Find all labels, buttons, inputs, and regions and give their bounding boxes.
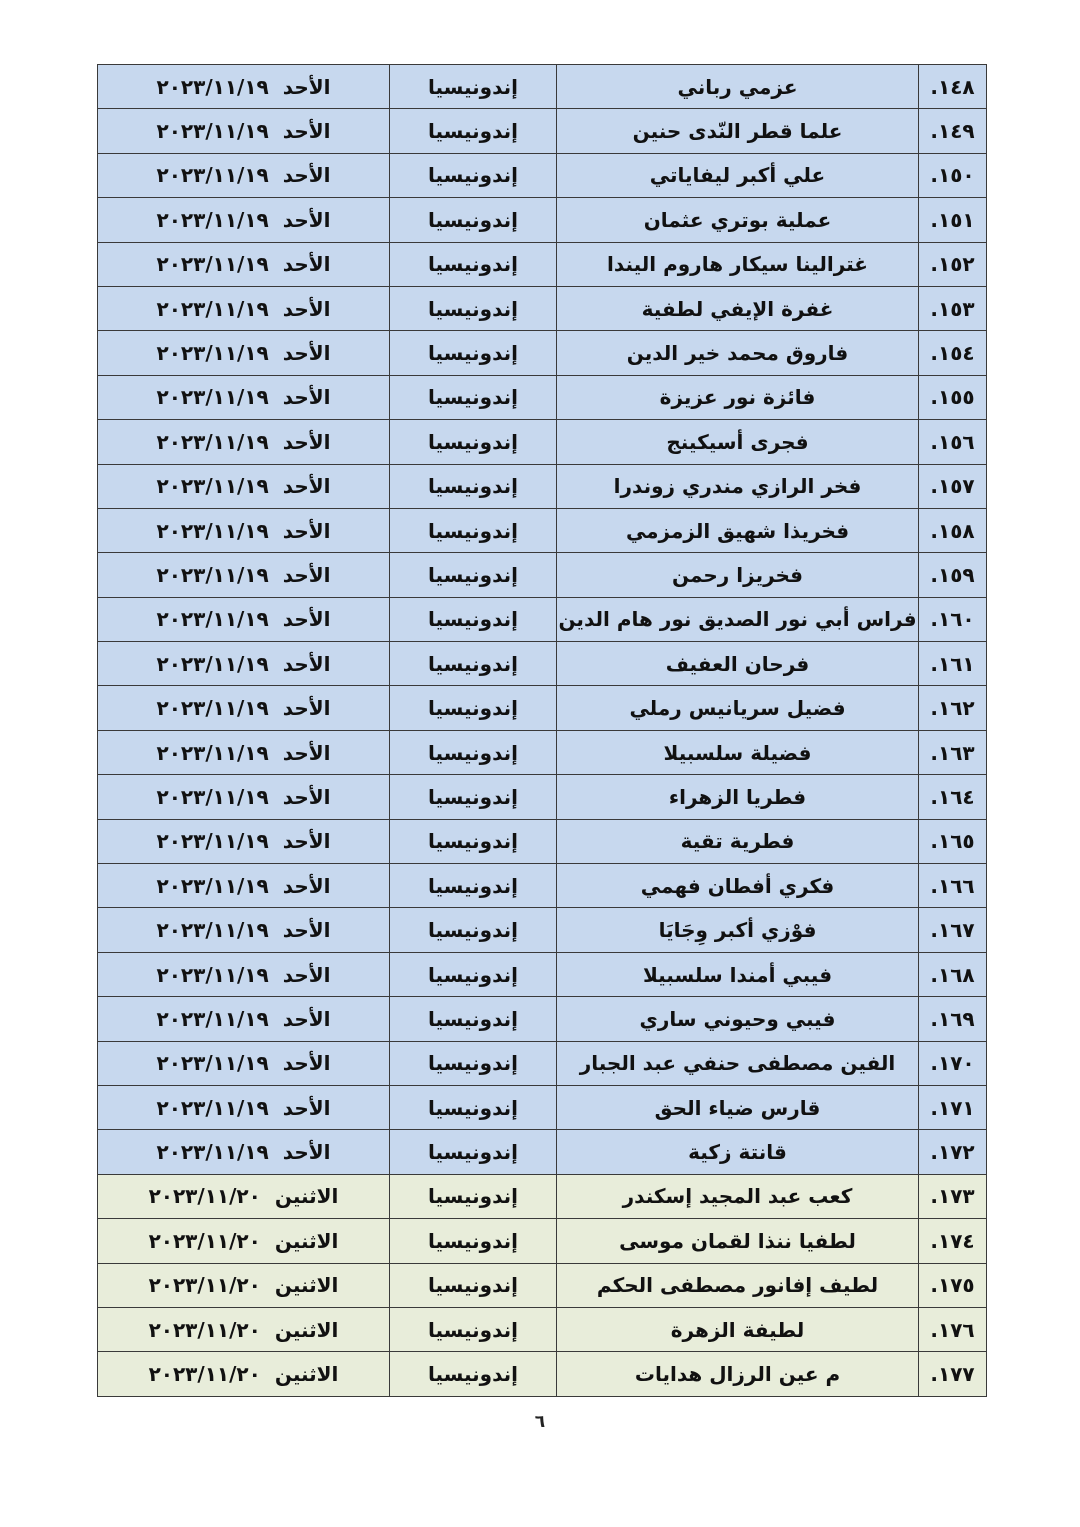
participant-name: فطرية تقية xyxy=(557,819,919,863)
day-name: الأحد xyxy=(282,518,331,543)
country: إندونيسيا xyxy=(390,1041,557,1085)
row-number: ١٦٢. xyxy=(919,686,987,730)
row-number: ١٥٣. xyxy=(919,286,987,330)
participant-name: عملية بوتري عثمان xyxy=(557,198,919,242)
date: ٢٠٢٣/١١/١٩ xyxy=(156,119,269,144)
participant-name: فجرى أسيكينج xyxy=(557,420,919,464)
day-name: الاثنين xyxy=(274,1317,339,1342)
row-number: ١٦٨. xyxy=(919,952,987,996)
day-name: الاثنين xyxy=(274,1228,339,1253)
day-name: الأحد xyxy=(282,252,331,277)
country: إندونيسيا xyxy=(390,952,557,996)
schedule-cell xyxy=(98,686,390,730)
day-name: الأحد xyxy=(282,696,331,721)
country: إندونيسيا xyxy=(390,864,557,908)
row-number: ١٥٨. xyxy=(919,508,987,552)
table-row xyxy=(98,864,987,908)
participant-name: الفين مصطفى حنفي عبد الجبار xyxy=(557,1041,919,1085)
date: ٢٠٢٣/١١/١٩ xyxy=(156,918,269,943)
date: ٢٠٢٣/١١/١٩ xyxy=(156,829,269,854)
schedule-cell xyxy=(98,1130,390,1174)
date: ٢٠٢٣/١١/١٩ xyxy=(156,429,269,454)
country: إندونيسيا xyxy=(390,775,557,819)
date: ٢٠٢٣/١١/١٩ xyxy=(156,518,269,543)
row-number: ١٦٩. xyxy=(919,997,987,1041)
date: ٢٠٢٣/١١/٢٠ xyxy=(148,1273,261,1298)
country: إندونيسيا xyxy=(390,642,557,686)
table-row xyxy=(98,286,987,330)
day-name: الأحد xyxy=(282,119,331,144)
schedule-cell xyxy=(98,331,390,375)
date: ٢٠٢٣/١١/١٩ xyxy=(156,1006,269,1031)
participant-name: فخر الرازي مندري زوندرا xyxy=(557,464,919,508)
day-name: الأحد xyxy=(282,341,331,366)
country: إندونيسيا xyxy=(390,1174,557,1218)
participant-name: قانتة زكية xyxy=(557,1130,919,1174)
date: ٢٠٢٣/١١/١٩ xyxy=(156,1095,269,1120)
date: ٢٠٢٣/١١/٢٠ xyxy=(148,1184,261,1209)
table-row xyxy=(98,464,987,508)
table-row xyxy=(98,553,987,597)
day-name: الأحد xyxy=(282,207,331,232)
country: إندونيسيا xyxy=(390,464,557,508)
day-name: الاثنين xyxy=(274,1184,339,1209)
date: ٢٠٢٣/١١/١٩ xyxy=(156,784,269,809)
country: إندونيسيا xyxy=(390,286,557,330)
country: إندونيسيا xyxy=(390,331,557,375)
day-name: الأحد xyxy=(282,429,331,454)
schedule-cell xyxy=(98,952,390,996)
row-number: ١٦٠. xyxy=(919,597,987,641)
table-row xyxy=(98,819,987,863)
schedule-cell xyxy=(98,65,390,109)
day-name: الأحد xyxy=(282,918,331,943)
schedule-cell xyxy=(98,997,390,1041)
schedule-cell xyxy=(98,642,390,686)
country: إندونيسيا xyxy=(390,1307,557,1351)
date: ٢٠٢٣/١١/١٩ xyxy=(156,607,269,632)
schedule-cell xyxy=(98,553,390,597)
date: ٢٠٢٣/١١/١٩ xyxy=(156,341,269,366)
participants-table xyxy=(97,64,987,1397)
country: إندونيسيا xyxy=(390,65,557,109)
day-name: الأحد xyxy=(282,607,331,632)
date: ٢٠٢٣/١١/١٩ xyxy=(156,207,269,232)
country: إندونيسيا xyxy=(390,375,557,419)
country: إندونيسيا xyxy=(390,420,557,464)
participant-name: فراس أبي نور الصديق نور هام الدين xyxy=(557,597,919,641)
row-number: ١٦٤. xyxy=(919,775,987,819)
date: ٢٠٢٣/١١/١٩ xyxy=(156,1051,269,1076)
row-number: ١٧٠. xyxy=(919,1041,987,1085)
participant-name: فضيل سريانيس رملي xyxy=(557,686,919,730)
row-number: ١٦٥. xyxy=(919,819,987,863)
country: إندونيسيا xyxy=(390,597,557,641)
country: إندونيسيا xyxy=(390,553,557,597)
row-number: ١٥٧. xyxy=(919,464,987,508)
table-row xyxy=(98,730,987,774)
schedule-cell xyxy=(98,375,390,419)
country: إندونيسيا xyxy=(390,508,557,552)
day-name: الأحد xyxy=(282,1095,331,1120)
row-number: ١٧١. xyxy=(919,1085,987,1129)
schedule-cell xyxy=(98,819,390,863)
country: إندونيسيا xyxy=(390,198,557,242)
table-row xyxy=(98,1041,987,1085)
country: إندونيسيا xyxy=(390,242,557,286)
table-row xyxy=(98,1219,987,1263)
country: إندونيسيا xyxy=(390,819,557,863)
table-row xyxy=(98,65,987,109)
row-number: ١٥٩. xyxy=(919,553,987,597)
participant-name: غفرة الإيفي لطفية xyxy=(557,286,919,330)
table-row xyxy=(98,198,987,242)
day-name: الأحد xyxy=(282,74,331,99)
participant-name: لطفيا ننذا لقمان موسى xyxy=(557,1219,919,1263)
row-number: ١٧٦. xyxy=(919,1307,987,1351)
schedule-cell xyxy=(98,153,390,197)
table-row xyxy=(98,642,987,686)
schedule-cell xyxy=(98,198,390,242)
table-row xyxy=(98,1174,987,1218)
participant-name: علي أكبر ليفاياتي xyxy=(557,153,919,197)
country: إندونيسيا xyxy=(390,109,557,153)
participant-name: فاروق محمد خير الدين xyxy=(557,331,919,375)
country: إندونيسيا xyxy=(390,908,557,952)
table-row xyxy=(98,375,987,419)
day-name: الأحد xyxy=(282,651,331,676)
schedule-cell xyxy=(98,286,390,330)
table-row xyxy=(98,908,987,952)
day-name: الأحد xyxy=(282,829,331,854)
participant-name: فخريزا رحمن xyxy=(557,553,919,597)
schedule-cell xyxy=(98,775,390,819)
participant-name: فضيلة سلسبيلا xyxy=(557,730,919,774)
table-row xyxy=(98,420,987,464)
row-number: ١٥٦. xyxy=(919,420,987,464)
schedule-cell xyxy=(98,864,390,908)
country: إندونيسيا xyxy=(390,1352,557,1396)
date: ٢٠٢٣/١١/١٩ xyxy=(156,1140,269,1165)
day-name: الأحد xyxy=(282,873,331,898)
row-number: ١٧٣. xyxy=(919,1174,987,1218)
date: ٢٠٢٣/١١/١٩ xyxy=(156,740,269,765)
country: إندونيسيا xyxy=(390,1130,557,1174)
row-number: ١٥١. xyxy=(919,198,987,242)
row-number: ١٧٧. xyxy=(919,1352,987,1396)
country: إندونيسيا xyxy=(390,1219,557,1263)
country: إندونيسيا xyxy=(390,997,557,1041)
date: ٢٠٢٣/١١/١٩ xyxy=(156,962,269,987)
day-name: الأحد xyxy=(282,740,331,765)
row-number: ١٦١. xyxy=(919,642,987,686)
row-number: ١٥٥. xyxy=(919,375,987,419)
row-number: ١٦٣. xyxy=(919,730,987,774)
row-number: ١٧٢. xyxy=(919,1130,987,1174)
table-row xyxy=(98,331,987,375)
date: ٢٠٢٣/١١/٢٠ xyxy=(148,1362,261,1387)
participant-name: لطيفة الزهرة xyxy=(557,1307,919,1351)
participant-name: عزمي رباني xyxy=(557,65,919,109)
schedule-cell xyxy=(98,1041,390,1085)
country: إندونيسيا xyxy=(390,1085,557,1129)
row-number: ١٧٤. xyxy=(919,1219,987,1263)
table-row xyxy=(98,597,987,641)
day-name: الأحد xyxy=(282,474,331,499)
date: ٢٠٢٣/١١/٢٠ xyxy=(148,1317,261,1342)
date: ٢٠٢٣/١١/١٩ xyxy=(156,562,269,587)
row-number: ١٤٩. xyxy=(919,109,987,153)
table-row xyxy=(98,242,987,286)
schedule-cell xyxy=(98,1352,390,1396)
participant-name: فوْزي أكبر وِجَايَا xyxy=(557,908,919,952)
table-row xyxy=(98,775,987,819)
country: إندونيسيا xyxy=(390,686,557,730)
country: إندونيسيا xyxy=(390,153,557,197)
table-row xyxy=(98,686,987,730)
date: ٢٠٢٣/١١/١٩ xyxy=(156,74,269,99)
participant-name: قارس ضياء الحق xyxy=(557,1085,919,1129)
date: ٢٠٢٣/١١/١٩ xyxy=(156,163,269,188)
row-number: ١٦٦. xyxy=(919,864,987,908)
schedule-cell xyxy=(98,1085,390,1129)
date: ٢٠٢٣/١١/١٩ xyxy=(156,696,269,721)
schedule-cell xyxy=(98,730,390,774)
date: ٢٠٢٣/١١/٢٠ xyxy=(148,1228,261,1253)
table-row xyxy=(98,1263,987,1307)
table-row xyxy=(98,1085,987,1129)
table-row xyxy=(98,109,987,153)
day-name: الاثنين xyxy=(274,1362,339,1387)
date: ٢٠٢٣/١١/١٩ xyxy=(156,474,269,499)
schedule-cell xyxy=(98,1174,390,1218)
row-number: ١٤٨. xyxy=(919,65,987,109)
schedule-cell xyxy=(98,908,390,952)
schedule-cell xyxy=(98,1263,390,1307)
schedule-cell xyxy=(98,1219,390,1263)
schedule-cell xyxy=(98,508,390,552)
country: إندونيسيا xyxy=(390,730,557,774)
participant-name: فكري أفطان فهمي xyxy=(557,864,919,908)
table-row xyxy=(98,952,987,996)
table-row xyxy=(98,1130,987,1174)
row-number: ١٧٥. xyxy=(919,1263,987,1307)
participant-name: فخريذا شهيق الزمزمي xyxy=(557,508,919,552)
table-row xyxy=(98,1352,987,1396)
participant-name: علما قطر النّدى حنين xyxy=(557,109,919,153)
day-name: الأحد xyxy=(282,784,331,809)
participant-name: م عين الرزال هدايات xyxy=(557,1352,919,1396)
schedule-cell xyxy=(98,1307,390,1351)
day-name: الأحد xyxy=(282,1051,331,1076)
table-row xyxy=(98,153,987,197)
day-name: الأحد xyxy=(282,1006,331,1031)
schedule-cell xyxy=(98,242,390,286)
row-number: ١٥٢. xyxy=(919,242,987,286)
day-name: الأحد xyxy=(282,1140,331,1165)
participant-name: فطريا الزهراء xyxy=(557,775,919,819)
row-number: ١٦٧. xyxy=(919,908,987,952)
page-number: ٦ xyxy=(534,1412,546,1432)
country: إندونيسيا xyxy=(390,1263,557,1307)
schedule-cell xyxy=(98,464,390,508)
participant-name: فيبي أمندا سلسبيلا xyxy=(557,952,919,996)
table-row xyxy=(98,508,987,552)
day-name: الأحد xyxy=(282,385,331,410)
schedule-cell xyxy=(98,597,390,641)
date: ٢٠٢٣/١١/١٩ xyxy=(156,651,269,676)
date: ٢٠٢٣/١١/١٩ xyxy=(156,296,269,321)
date: ٢٠٢٣/١١/١٩ xyxy=(156,252,269,277)
schedule-cell xyxy=(98,420,390,464)
day-name: الأحد xyxy=(282,163,331,188)
date: ٢٠٢٣/١١/١٩ xyxy=(156,385,269,410)
day-name: الاثنين xyxy=(274,1273,339,1298)
day-name: الأحد xyxy=(282,962,331,987)
participant-name: فيبي وحيوني ساري xyxy=(557,997,919,1041)
day-name: الأحد xyxy=(282,296,331,321)
row-number: ١٥٤. xyxy=(919,331,987,375)
date: ٢٠٢٣/١١/١٩ xyxy=(156,873,269,898)
table-body xyxy=(98,65,987,1397)
participant-name: غترالينا سيكار هاروم اليندا xyxy=(557,242,919,286)
participant-name: فائزة نور عزيزة xyxy=(557,375,919,419)
schedule-cell xyxy=(98,109,390,153)
participant-name: فرحان العفيف xyxy=(557,642,919,686)
participant-name: كعب عبد المجيد إسكندر xyxy=(557,1174,919,1218)
row-number: ١٥٠. xyxy=(919,153,987,197)
table-row xyxy=(98,997,987,1041)
participant-name: لطيف إفانور مصطفى الحكم xyxy=(557,1263,919,1307)
table-row xyxy=(98,1307,987,1351)
day-name: الأحد xyxy=(282,562,331,587)
